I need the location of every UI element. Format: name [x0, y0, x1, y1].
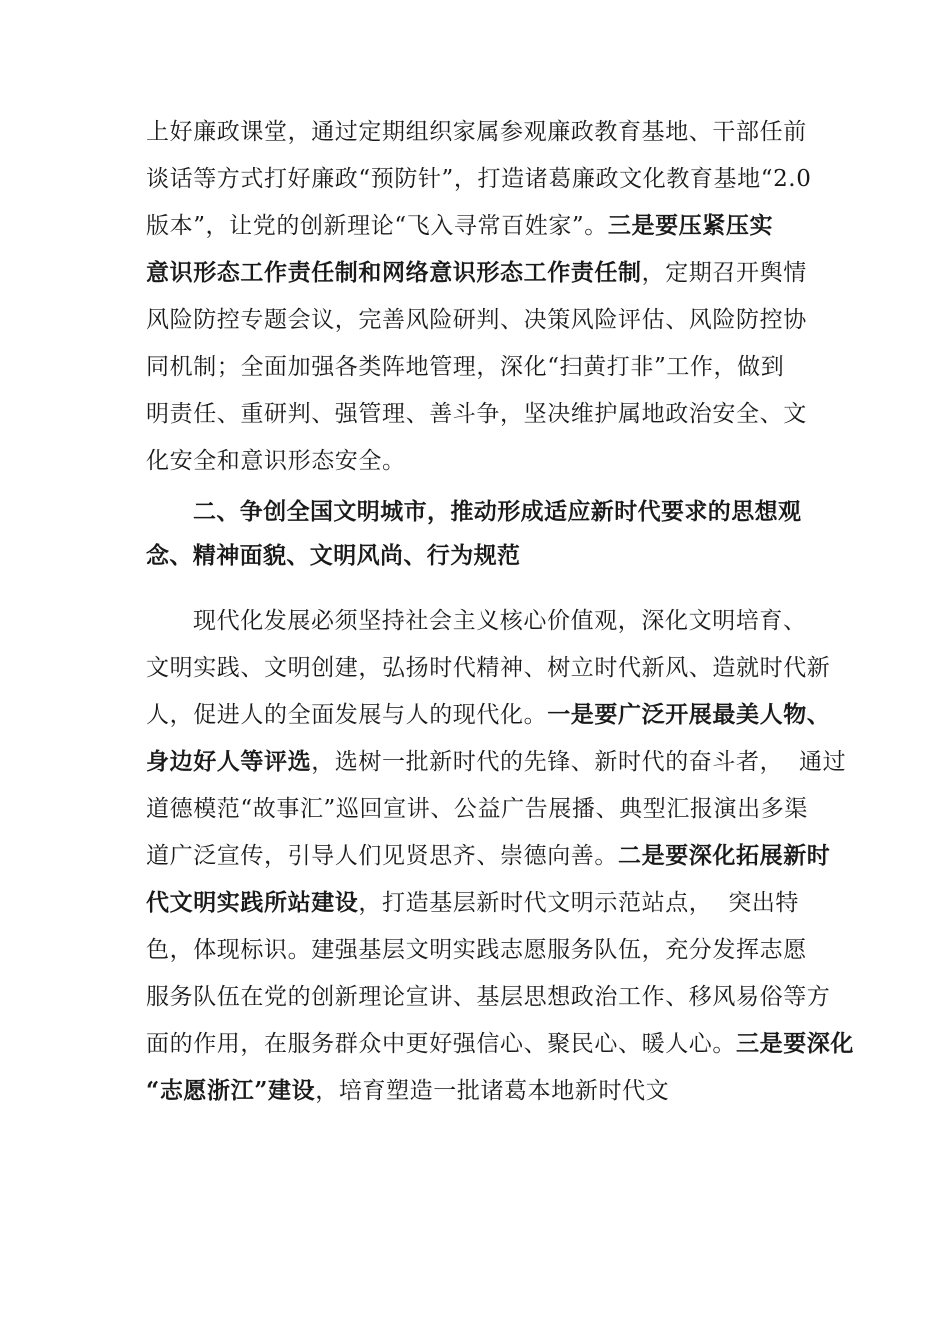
bold-text: 三是要压紧压实: [607, 212, 774, 239]
text-line: 色，体现标识。建强基层文明实践志愿服务队伍，充分发挥志愿: [146, 937, 807, 963]
text-line: 代文明实践所站建设，打造基层新时代文明示范站点， 突出特: [146, 889, 800, 916]
heading-line: 二、争创全国文明城市，推动形成适应新时代要求的思想观: [193, 499, 802, 525]
text-line: 化安全和意识形态安全。: [146, 448, 406, 474]
text-line: 明责任、重研判、强管理、善斗争，坚决维护属地政治安全、文: [146, 401, 807, 427]
text-line: 身边好人等评选，选树一批新时代的先锋、新时代的奋斗者， 通过: [146, 748, 847, 775]
text-line: 人，促进人的全面发展与人的现代化。一是要广泛开展最美人物、: [146, 701, 831, 728]
text-line: 服务队伍在党的创新理论宣讲、基层思想政治工作、移风易俗等方: [146, 984, 831, 1010]
heading-line: 念、精神面貌、文明风尚、行为规范: [146, 543, 521, 569]
text-line: 谈话等方式打好廉政“预防针”，打造诸葛廉政文化教育基地“2.0: [146, 166, 812, 192]
text-line: 道广泛宣传，引导人们见贤思齐、崇德向善。二是要深化拓展新时: [146, 842, 831, 869]
text-line: 版本”，让党的创新理论“飞入寻常百姓家”。三是要压紧压实: [146, 212, 774, 239]
text-line: 现代化发展必须坚持社会主义核心价值观，深化文明培育、: [193, 608, 807, 634]
bold-text: “志愿浙江”建设: [146, 1077, 316, 1104]
bold-text: 一是要广泛开展最美人物、: [547, 701, 831, 728]
bold-text: 二是要深化拓展新时: [618, 842, 831, 869]
text-line: “志愿浙江”建设，培育塑造一批诸葛本地新时代文: [146, 1077, 670, 1104]
bold-text: 意识形态工作责任制和网络意识形态工作责任制: [146, 259, 642, 286]
text-line: 意识形态工作责任制和网络意识形态工作责任制，定期召开舆情: [146, 259, 807, 286]
text-line: 上好廉政课堂，通过定期组织家属参观廉政教育基地、干部任前: [146, 119, 807, 145]
text-line: 面的作用，在服务群众中更好强信心、聚民心、暖人心。三是要深化: [146, 1030, 854, 1057]
bold-text: 三是要深化: [736, 1030, 854, 1057]
bold-text: 身边好人等评选: [146, 748, 312, 775]
bold-text: 代文明实践所站建设: [146, 889, 359, 916]
text-line: 同机制；全面加强各类阵地管理，深化“扫黄打非”工作，做到: [146, 354, 785, 380]
text-line: 风险防控专题会议，完善风险研判、决策风险评估、风险防控协: [146, 307, 807, 333]
text-line: 道德模范“故事汇”巡回宣讲、公益广告展播、典型汇报演出多渠: [146, 796, 808, 822]
text-line: 文明实践、文明创建，弘扬时代精神、树立时代新风、造就时代新: [146, 655, 831, 681]
